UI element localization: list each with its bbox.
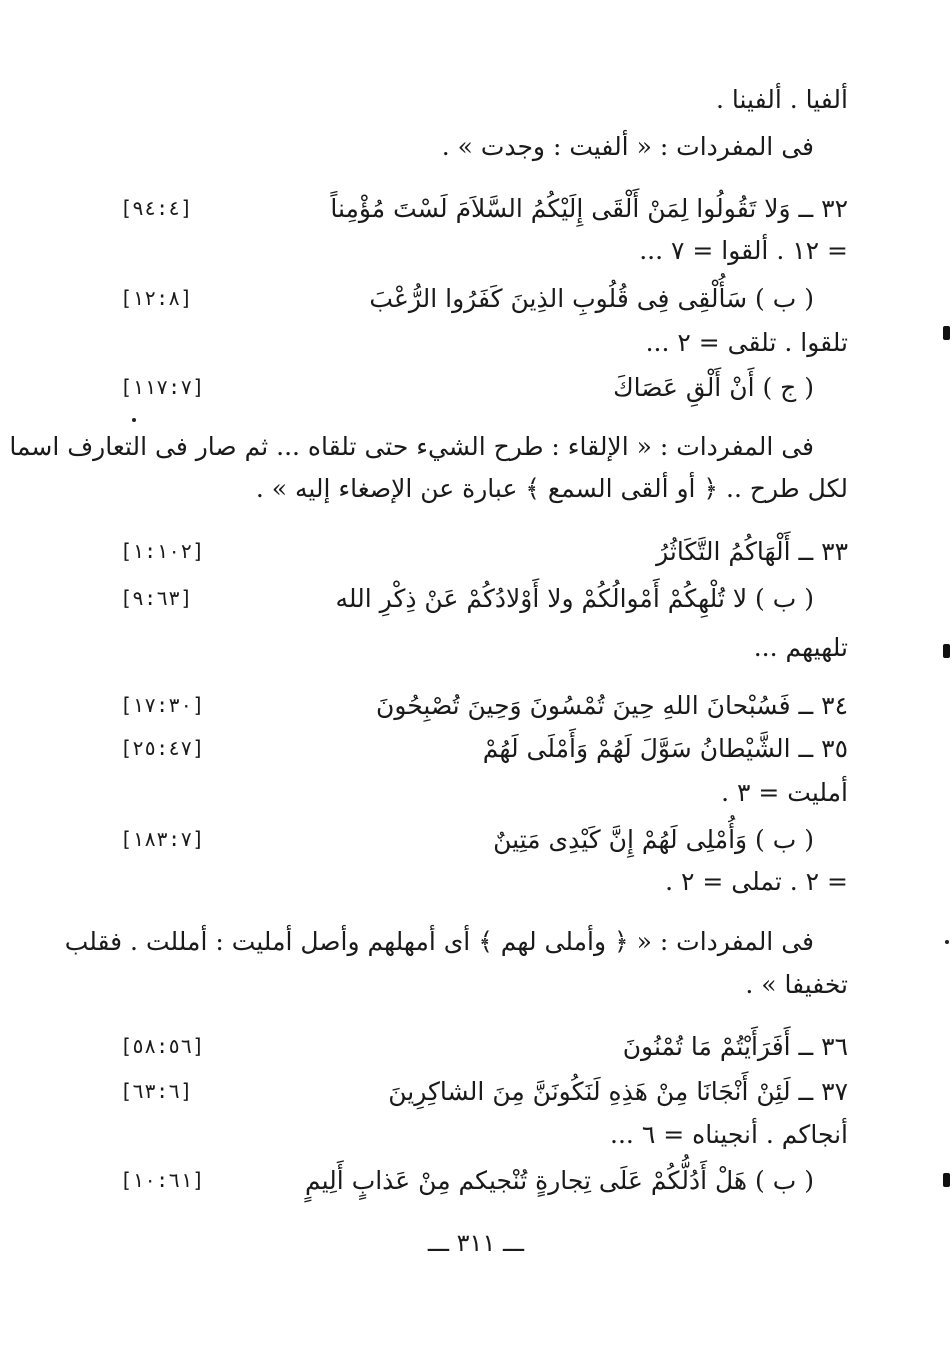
line-text: أمليت = ٣ . [721,777,848,807]
verse-reference: [٦٣:٦] [120,1079,193,1103]
verse-text: ٣٥ ــ الشَّيْطانُ سَوَّلَ لَهُمْ وَأَمْلَى لَهُمْ [482,733,848,763]
verse-text: ( ج ) أَنْ أَلْقِ عَصَاكَ [613,372,814,402]
line-text: تخفيفا » . [745,969,848,999]
line-text: أنجاكم . أنجيناه = ٦ ... [610,1119,848,1149]
verse-text: ٣٢ ــ وَلا تَقُولُوا لِمَنْ أَلْقَى إِلَيْكُمُ السَّلاَمَ لَسْتَ مُؤْمِناً [330,193,848,223]
verse-line [120,1026,848,1066]
verse-line [120,278,848,318]
verse-reference: [١٠:٦١] [120,1168,205,1192]
verse-text: ٣٦ ــ أَفَرَأَيْتُمْ مَا تُمْنُونَ [622,1031,848,1061]
line-text: = ٢ . تملى = ٢ . [665,866,848,896]
verse-line [120,367,848,407]
verse-text: ( ب ) هَلْ أَدُلُّكُمْ عَلَى تِجارةٍ تُنْجيكم مِنْ عَذابٍ أَلِيمٍ [305,1165,814,1195]
scan-dot [132,418,136,422]
verse-line [120,685,848,725]
text-line [120,230,848,270]
text-line [120,964,848,1004]
verse-reference: [١٨٣:٧] [120,827,205,851]
verse-text: ( ب ) لا تُلْهِكُمْ أَمْوالُكُمْ ولا أَوْلادُكُمْ عَنْ ذِكْرِ الله [335,583,814,613]
text-line [120,126,848,166]
verse-reference: [١١٧:٧] [120,375,205,399]
verse-text: ٣٧ ــ لَئِنْ أَنْجَانَا مِنْ هَذِهِ لَنَكُونَنَّ مِنَ الشاكِرِينَ [388,1076,848,1106]
text-line [120,79,848,119]
verse-reference: [١٢:٨] [120,286,193,310]
verse-text: ( ب ) سَأُلْقِى فِى قُلُوبِ الذِينَ كَفَرُوا الرُّعْبَ [369,283,814,313]
text-line [9,426,848,466]
line-text: فى المفردات : « الإلقاء : طرح الشيء حتى تلقاه ... ثم صار فى التعارف اسما [9,431,814,461]
line-text: فى المفردات : « ﴿ وأملى لهم ﴾ أى أمهلهم وأصل أمليت : أمللت . فقلب [64,926,814,956]
verse-line [120,728,848,768]
scan-mark [943,326,950,340]
verse-text: ٣٣ ــ أَلْهَاكُمُ التَّكَاثُرُ [656,536,848,566]
scan-dot [945,940,949,944]
scan-mark [943,1173,950,1187]
verse-reference: [١:١٠٢] [120,539,205,563]
verse-line [120,531,848,571]
text-line [120,1114,848,1154]
verse-reference: [٥٨:٥٦] [120,1034,205,1058]
line-text: لكل طرح .. ﴿ أو ألقى السمع ﴾ عبارة عن الإصغاء إليه » . [255,473,848,503]
text-line [120,468,848,508]
text-line [120,627,848,667]
line-text: تلهيهم ... [753,632,848,662]
verse-line [120,578,848,618]
verse-line [120,819,848,859]
verse-reference: [١٧:٣٠] [120,693,205,717]
verse-text: ( ب ) وَأُمْلِى لَهُمْ إِنَّ كَيْدِى مَتِينٌ [493,824,814,854]
verse-line [120,1071,848,1111]
scan-mark [943,644,950,658]
line-text: تلقوا . تلقى = ٢ ... [645,327,848,357]
verse-line [120,1160,848,1200]
verse-line [120,188,848,228]
verse-reference: [٩:٦٣] [120,586,193,610]
text-line [120,322,848,362]
line-text: = ١٢ . ألقوا = ٧ ... [639,235,848,265]
line-text: فى المفردات : « ألفيت : وجدت » . [441,131,814,161]
text-line [120,861,848,901]
verse-text: ٣٤ ــ فَسُبْحانَ اللهِ حِينَ تُمْسُونَ وَحِينَ تُصْبِحُونَ [375,690,848,720]
text-line [120,772,848,812]
line-text: ألفيا . ألفينا . [715,84,848,114]
verse-reference: [٩٤:٤] [120,196,193,220]
text-line [64,921,848,961]
page-number: ـــ ٣١١ ـــ [427,1229,525,1257]
verse-reference: [٢٥:٤٧] [120,736,205,760]
